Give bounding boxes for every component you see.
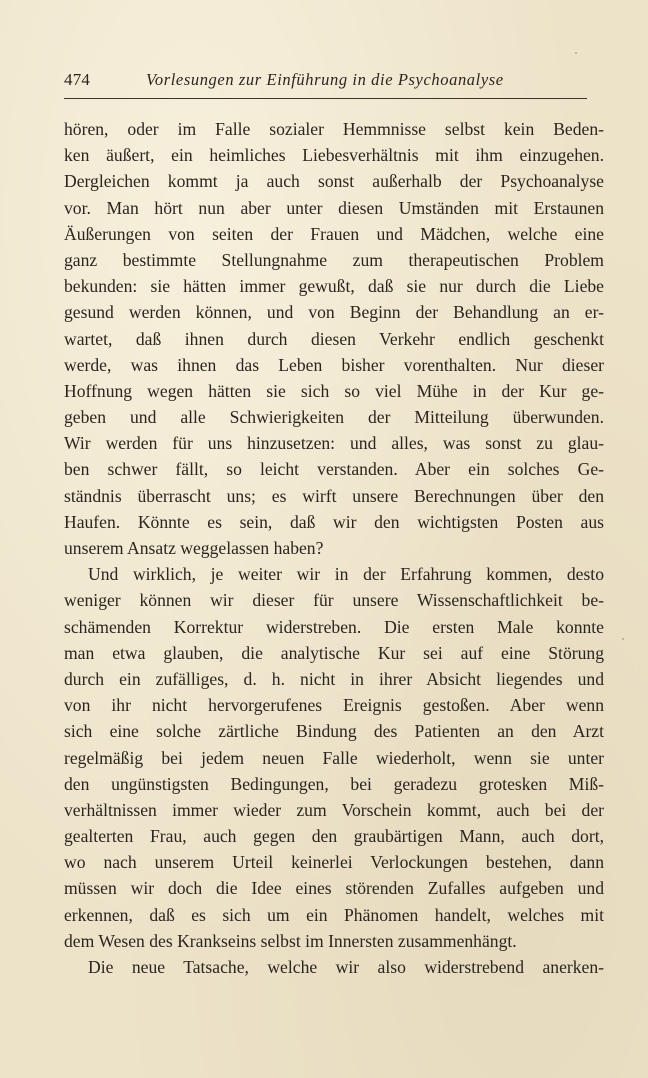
body-text [64,116,604,980]
text-line: ken äußert, ein heimliches Liebesverhältnis mit ihm einzugehen. [64,145,604,166]
text-line: weniger können wir dieser für unsere Wissenschaftlichkeit be- [64,590,604,611]
text-line: vor. Man hört nun aber unter diesen Umständen mit Erstaunen [64,197,604,218]
paragraph [64,116,604,561]
text-line: Die neue Tatsache, welche wir also widerstrebend anerken- [88,957,604,977]
running-header [64,70,587,96]
paragraph [64,954,604,980]
paragraph [64,561,604,954]
text-line: müssen wir doch die Idee eines störenden Zufalles aufgeben und [64,878,604,899]
text-line: ständnis überrascht uns; es wirft unsere Berechnungen über den [64,485,604,506]
text-line: schämenden Korrektur widerstreben. Die ersten Male konnte [64,616,604,637]
text-line: Äußerungen von seiten der Frauen und Mädchen, welche eine [64,223,604,244]
text-line: durch ein zufälliges, d. h. nicht in ihrer Absicht liegendes und [64,668,604,689]
text-line: ganz bestimmte Stellungnahme zum therapeutischen Problem [64,249,604,270]
text-line: dem Wesen des Krankseins selbst im Innersten zusammenhängt. [64,930,517,951]
paper-speck [622,638,624,640]
text-line: gealterten Frau, auch gegen den graubärtigen Mann, auch dort, [64,826,604,847]
text-line: den ungünstigsten Bedingungen, bei geradezu grotesken Miß- [64,773,604,794]
header-rule [64,98,587,99]
text-line: sich eine solche zärtliche Bindung des Patienten an den Arzt [64,721,604,742]
text-line: wartet, daß ihnen durch diesen Verkehr endlich geschenkt [64,328,604,349]
text-line: regelmäßig bei jedem neuen Falle wiederholt, wenn sie unter [64,747,604,768]
text-line: erkennen, daß es sich um ein Phänomen handelt, welches mit [64,904,604,925]
text-line: Wir werden für uns hinzusetzen: und alles, was sonst zu glau- [64,433,604,454]
text-line: geben und alle Schwierigkeiten der Mitteilung überwunden. [64,407,604,428]
text-line: wo nach unserem Urteil keinerlei Verlockungen bestehen, dann [64,852,604,873]
text-line: Und wirklich, je weiter wir in der Erfahrung kommen, desto [88,564,604,585]
text-line: Hoffnung wegen hätten sie sich so viel Mühe in der Kur ge- [64,380,604,401]
text-line: unserem Ansatz weggelassen haben? [64,538,324,558]
text-line: bekunden: sie hätten immer gewußt, daß sie nur durch die Liebe [64,276,604,297]
page-number: 474 [64,70,91,89]
text-line: man etwa glauben, die analytische Kur sei auf eine Störung [64,642,604,663]
running-title: Vorlesungen zur Einführung in die Psychoanalyse [146,70,504,89]
text-line: hören, oder im Falle sozialer Hemmnisse selbst kein Beden- [64,119,604,139]
text-line: werde, was ihnen das Leben bisher vorenthalten. Nur dieser [64,354,604,375]
text-line: ben schwer fällt, so leicht verstanden. Aber ein solches Ge- [64,459,604,480]
text-line: Haufen. Könnte es sein, daß wir den wichtigsten Posten aus [64,511,604,532]
text-line: von ihr nicht hervorgerufenes Ereignis gestoßen. Aber wenn [64,695,604,716]
text-line: gesund werden können, und von Beginn der Behandlung an er- [64,302,604,323]
text-line: Dergleichen kommt ja auch sonst außerhalb der Psychoanalyse [64,171,604,192]
text-line: verhältnissen immer wieder zum Vorschein kommt, auch bei der [64,799,604,820]
paper-speck [575,52,577,54]
